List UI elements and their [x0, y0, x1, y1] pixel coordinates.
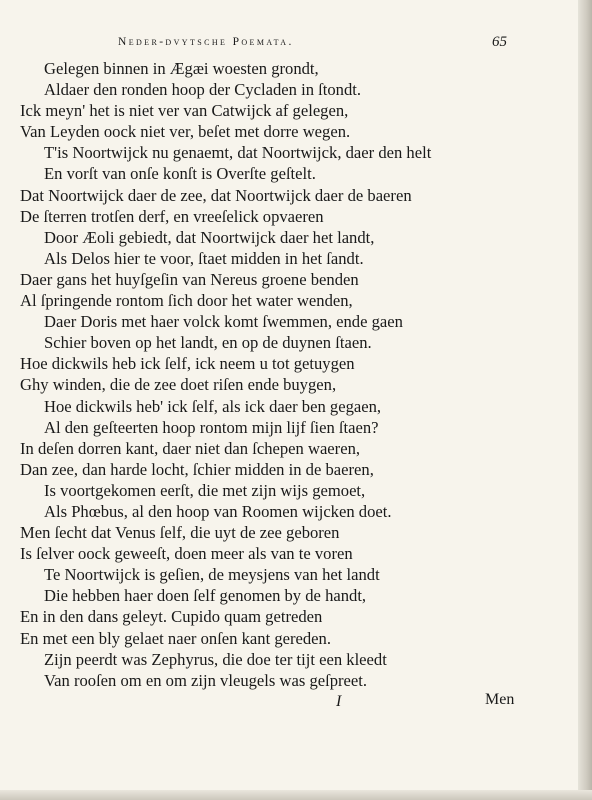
verse-line: Ghy winden, die de zee doet riſen ende buygen,	[20, 375, 337, 395]
verse-line: Te Noortwijck is geſien, de meysjens van het landt	[44, 565, 380, 585]
verse-line: Al ſpringende rontom ſich door het water wenden,	[20, 291, 353, 311]
verse-line: Men ſecht dat Venus ſelf, die uyt de zee geboren	[20, 523, 340, 543]
verse-line: Dat Noortwijck daer de zee, dat Noortwijck daer de baeren	[20, 185, 412, 205]
verse-line: Schier boven op het landt, en op de duynen ſtaen.	[44, 333, 372, 353]
verse-line: Door Æoli gebiedt, dat Noortwijck daer het landt,	[44, 227, 375, 247]
verse-line: Hoe dickwils heb' ick ſelf, als ick daer ben gegaen,	[44, 396, 382, 416]
verse-line: En met een bly gelaet naer onſen kant gereden.	[20, 628, 331, 648]
verse-line: En in den dans geleyt. Cupido quam getreden	[20, 607, 323, 627]
signature-mark: I	[336, 693, 342, 710]
verse-line: Aldaer den ronden hoop der Cycladen in ſtondt.	[44, 80, 362, 100]
page-number: 65	[492, 34, 507, 50]
verse-line: Dan zee, dan harde locht, ſchier midden in de baeren,	[20, 459, 374, 479]
verse-line: Is voortgekomen eerſt, die met zijn wijs gemoet,	[44, 480, 366, 500]
verse-line: Van Leyden oock niet ver, beſet met dorre wegen.	[20, 122, 351, 142]
verse-line: De ſterren trotſen derf, en vreeſelick opvaeren	[20, 206, 324, 226]
verse-line: Zijn peerdt was Zephyrus, die doe ter tijt een kleedt	[44, 649, 387, 669]
verse-line: Al den geſteerten hoop rontom mijn lijf ſien ſtaen?	[44, 417, 379, 437]
verse-line: En vorſt van onſe konſt is Overſte geſtelt.	[44, 164, 316, 184]
verse-line: Daer Doris met haer volck komt ſwemmen, ende gaen	[44, 312, 403, 332]
catchword: Men	[485, 691, 515, 708]
verse-line: Van rooſen om en om zijn vleugels was geſpreet.	[44, 670, 368, 690]
verse-line: Ick meyn' het is niet ver van Catwijck af gelegen,	[20, 101, 349, 121]
page-footer	[0, 691, 592, 715]
running-title: Neder-dvytsche Poemata.	[118, 36, 294, 48]
page-bottom-edge	[0, 790, 592, 800]
page-edge-shadow	[578, 0, 592, 800]
verse-line: Hoe dickwils heb ick ſelf, ick neem u tot getuygen	[20, 354, 355, 374]
verse-line: Daer gans het huyſgeſin van Nereus groene benden	[20, 269, 359, 289]
poem-text	[0, 58, 560, 691]
verse-line: Is ſelver oock geweeſt, doen meer als van te voren	[20, 544, 353, 564]
verse-line: Gelegen binnen in Ægæi woesten grondt,	[44, 59, 319, 78]
verse-line: Als Delos hier te voor, ſtaet midden in het ſandt.	[44, 248, 364, 268]
page-header	[0, 34, 592, 54]
verse-line: T'is Noortwijck nu genaemt, dat Noortwijck, daer den helt	[44, 143, 432, 163]
verse-line: In deſen dorren kant, daer niet dan ſchepen waeren,	[20, 438, 361, 458]
verse-line: Die hebben haer doen ſelf genomen by de handt,	[44, 586, 367, 606]
verse-line: Als Phœbus, al den hoop van Roomen wijcken doet.	[44, 501, 392, 521]
